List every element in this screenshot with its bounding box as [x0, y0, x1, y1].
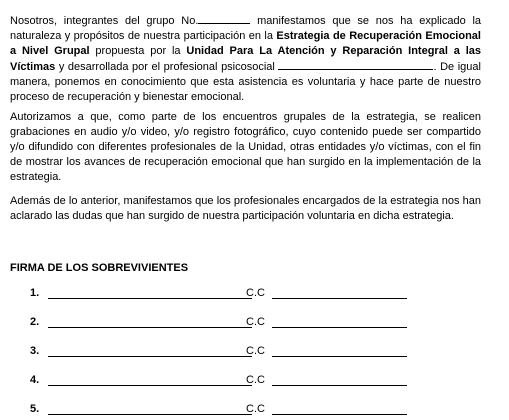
group-number-blank[interactable] [198, 13, 250, 24]
signatures-heading: FIRMA DE LOS SOBREVIVIENTES [10, 262, 189, 274]
signature-row [10, 374, 481, 388]
cc-number-line[interactable] [272, 327, 407, 328]
signature-name-line[interactable] [48, 356, 252, 357]
intro-text-4: y desarrollada por el profesional psicosocial [55, 61, 279, 73]
paragraph-recording-authorization: Autorizamos a que, como parte de los encuentros grupales de la estrategia, se realicen grabaciones en audio y/o video, y/o registro fotográfico, cuyo contenido puede ser compartido y/o difundido con diferentes profesionales de la Unidad, otras entidades y/o víctimas, con el fin de mostrar los avances de recuperación emocional que han surgido en la implementación de la estrategia. [10, 111, 481, 183]
cc-label: C.C [246, 287, 265, 299]
signature-row [10, 287, 481, 301]
intro-text-2: manifestamos que se nos ha explicado la naturaleza y propósitos de nuestra participación en la [10, 15, 482, 42]
signature-row-number: 1. [30, 287, 40, 299]
paragraph-doubts-clarified: Además de lo anterior, manifestamos que los profesionales encargados de la estrategia nos han aclarado las dudas que han surgido de nuestra participación voluntaria en dicha estrategia. [10, 195, 481, 222]
unit-name: Unidad Para La Atención y Reparación Integral a las Víctimas [10, 45, 481, 73]
cc-label: C.C [246, 345, 265, 357]
signature-row [10, 403, 481, 417]
signature-name-line[interactable] [48, 385, 252, 386]
cc-label: C.C [246, 403, 265, 415]
cc-number-line[interactable] [272, 414, 407, 415]
cc-label: C.C [246, 374, 265, 386]
signature-row-number: 2. [30, 316, 40, 328]
signature-name-line[interactable] [48, 414, 252, 415]
signature-row-number: 3. [30, 345, 40, 357]
signature-row [10, 316, 481, 330]
strategy-name: Estrategia de Recuperación Emocional a Nivel Grupal [10, 30, 481, 57]
signature-row-number: 4. [30, 374, 40, 386]
cc-label: C.C [246, 316, 265, 328]
signature-name-line[interactable] [48, 298, 252, 299]
cc-number-line[interactable] [272, 385, 407, 386]
signature-name-line[interactable] [48, 327, 252, 328]
cc-number-line[interactable] [272, 298, 407, 299]
intro-text-1: Nosotros, integrantes del grupo No. [10, 15, 199, 27]
signature-row-number: 5. [30, 403, 40, 415]
signature-row [10, 345, 481, 359]
professional-name-blank[interactable] [278, 59, 433, 70]
cc-number-line[interactable] [272, 356, 407, 357]
intro-text-5: . De igual manera, ponemos en conocimiento que esta asistencia es voluntaria y hace parte de nuestro proceso de recuperación y bienestar emocional. [10, 61, 481, 103]
intro-text-3: propuesta por la [89, 45, 187, 57]
paragraph-consent-intro [10, 13, 481, 105]
